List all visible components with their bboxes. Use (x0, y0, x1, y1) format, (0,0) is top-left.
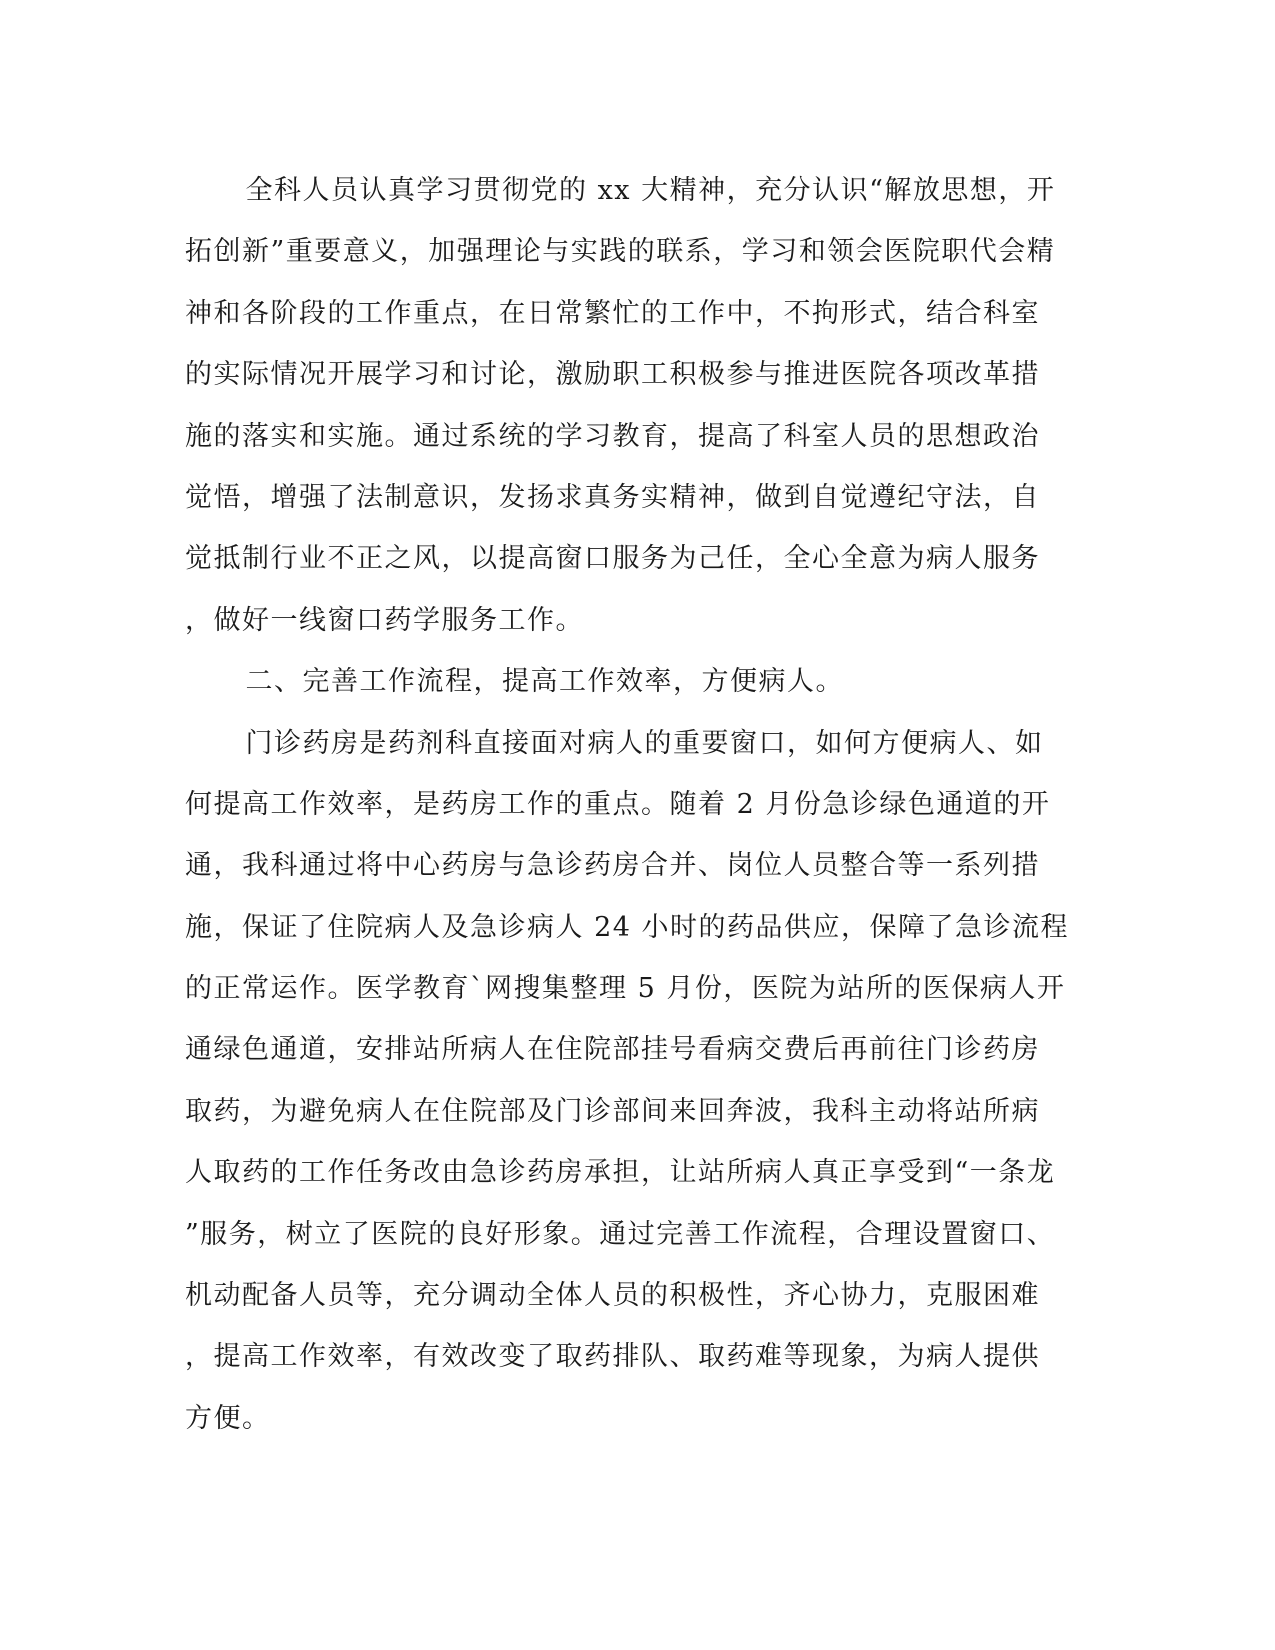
text-line: ，提高工作效率，有效改变了取药排队、取药难等现象，为病人提供 (185, 1341, 1040, 1373)
text-line: 人取药的工作任务改由急诊药房承担，让站所病人真正享受到“一条龙 (185, 1157, 1056, 1189)
text-line: 全科人员认真学习贯彻党的 xx 大精神，充分认识“解放思想，开 (185, 175, 1056, 206)
text-line: 神和各阶段的工作重点，在日常繁忙的工作中，不拘形式，结合科室 (185, 297, 1040, 329)
document-body (185, 160, 1070, 1449)
text-line: 通绿色通道，安排站所病人在住院部挂号看病交费后再前往门诊药房 (185, 1034, 1040, 1066)
text-line: 的实际情况开展学习和讨论，激励职工积极参与推进医院各项改革措 (185, 359, 1040, 391)
paragraph-study (185, 160, 1056, 651)
section-heading: 二、完善工作流程，提高工作效率，方便病人。 (185, 666, 844, 698)
text-line: 何提高工作效率，是药房工作的重点。随着 2 月份急诊绿色通道的开 (185, 788, 1051, 820)
paragraph-workflow (185, 713, 1070, 1450)
text-line: 机动配备人员等，充分调动全体人员的积极性，齐心协力，克服困难 (185, 1280, 1040, 1312)
text-line: 的正常运作。医学教育`网搜集整理 5 月份，医院为站所的医保病人开 (185, 973, 1066, 1005)
text-line: 觉抵制行业不正之风，以提高窗口服务为己任，全心全意为病人服务 (185, 543, 1040, 575)
text-line: ，做好一线窗口药学服务工作。 (185, 604, 584, 636)
text-line: 方便。 (185, 1402, 271, 1434)
text-line: 施的落实和实施。通过系统的学习教育，提高了科室人员的思想政治 (185, 420, 1040, 452)
text-line: 门诊药房是药剂科直接面对病人的重要窗口，如何方便病人、如 (185, 727, 1044, 759)
text-line: 取药，为避免病人在住院部及门诊部间来回奔波，我科主动将站所病 (185, 1095, 1040, 1127)
text-line: 施，保证了住院病人及急诊病人 24 小时的药品供应，保障了急诊流程 (185, 911, 1070, 943)
text-line: 通，我科通过将中心药房与急诊药房合并、岗位人员整合等一系列措 (185, 850, 1040, 882)
text-line: 觉悟，增强了法制意识，发扬求真务实精神，做到自觉遵纪守法，自 (185, 481, 1040, 513)
text-line: ”服务，树立了医院的良好形象。通过完善工作流程，合理设置窗口、 (185, 1218, 1056, 1250)
text-line: 拓创新”重要意义，加强理论与实践的联系，学习和领会医院职代会精 (185, 236, 1056, 268)
